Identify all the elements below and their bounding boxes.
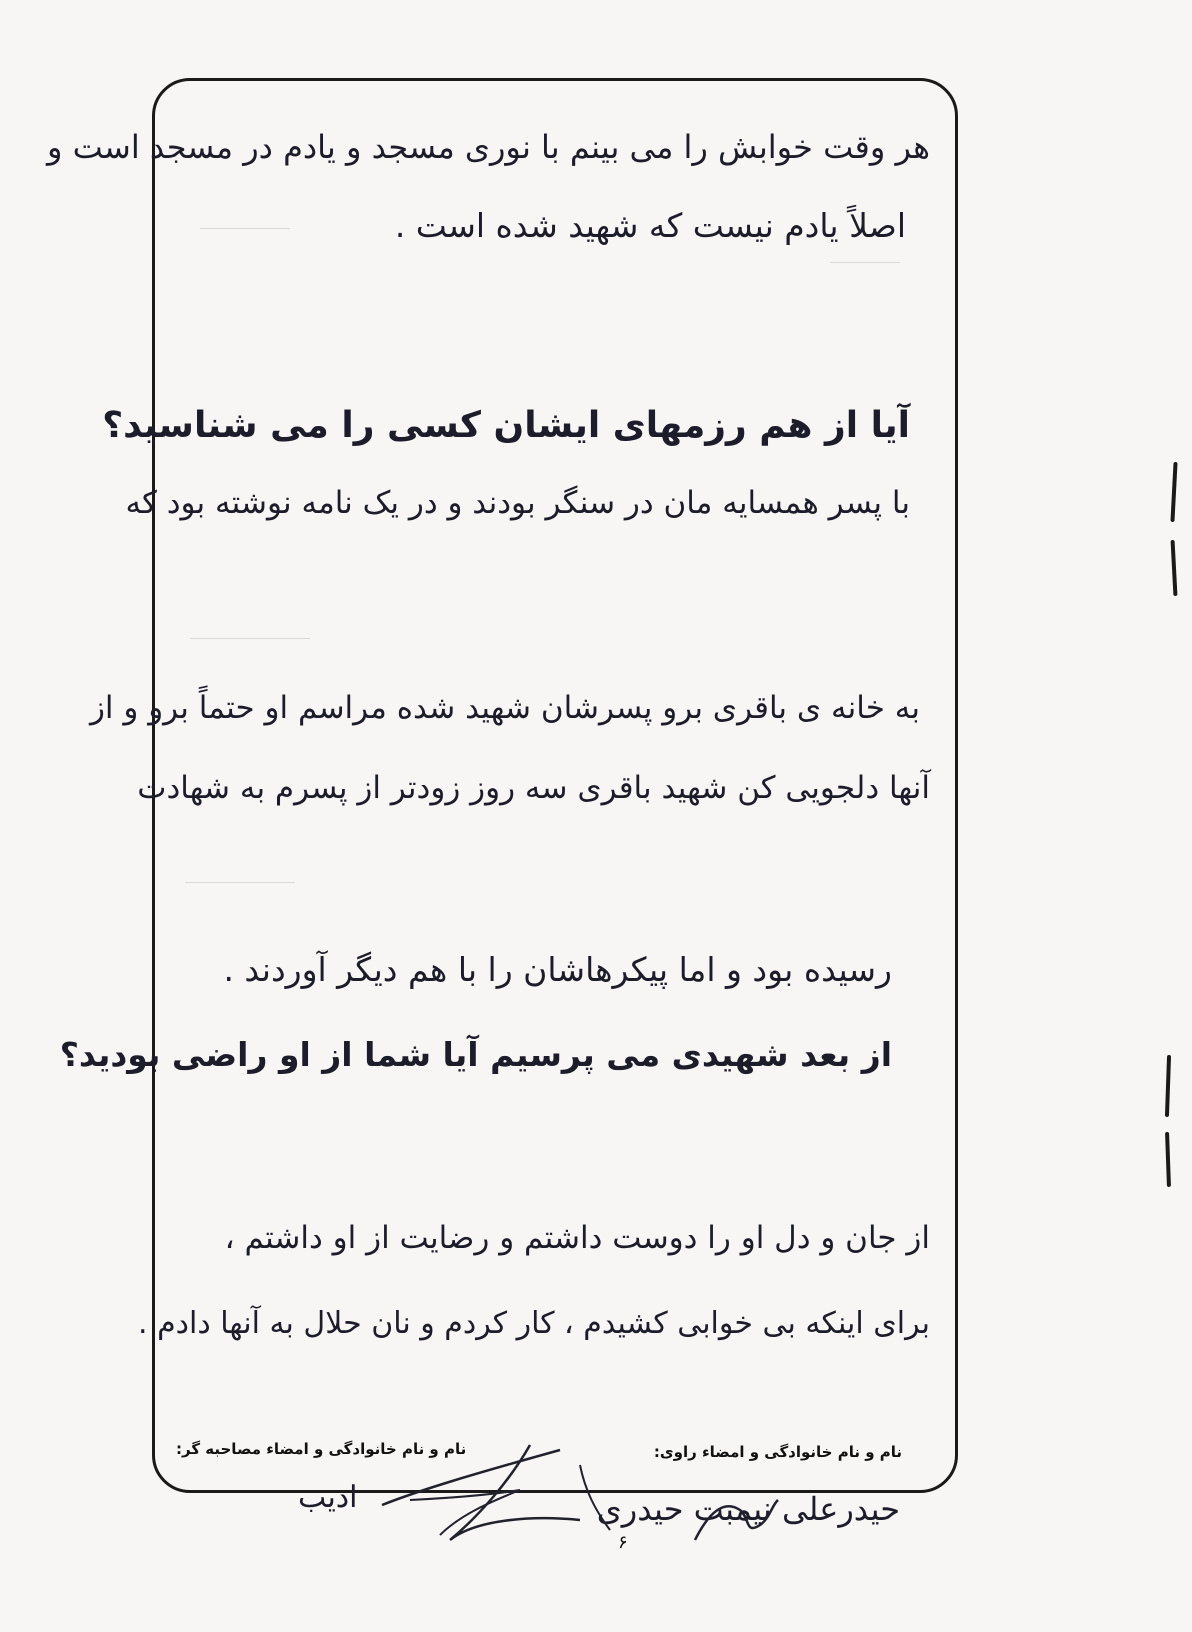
pencil-guide: [830, 262, 900, 263]
question-1: آیا از هم رزمهای ایشان کسی را می شناسید؟: [102, 405, 910, 446]
pencil-guide: [190, 638, 310, 639]
question-2: از بعد شهیدی می پرسیم آیا شما از او راضی بودید؟: [59, 1035, 892, 1074]
narrator-signature: [690, 1480, 780, 1550]
text-line-3: با پسر همسایه مان در سنگر بودند و در یک نامه نوشته بود که: [125, 485, 910, 521]
interviewer-name: ادیب: [298, 1480, 358, 1515]
margin-mark: [1171, 540, 1178, 596]
text-line-6: رسیده بود و اما پیکرهاشان را با هم دیگر آوردند .: [223, 950, 892, 989]
margin-mark: [1165, 1055, 1171, 1117]
text-line-5: آنها دلجویی کن شهید باقری سه روز زودتر از پسرم به شهادت: [137, 770, 930, 806]
page-number: ۶: [618, 1532, 628, 1553]
text-line-4: به خانه ی باقری برو پسرشان شهید شده مراسم او حتماً برو و از: [89, 690, 920, 726]
text-line-8: برای اینکه بی خوابی کشیدم ، کار کردم و نان حلال به آنها دادم .: [138, 1306, 930, 1341]
pencil-guide: [185, 882, 295, 883]
interviewer-signature: [380, 1420, 620, 1560]
interviewer-label: نام و نام خانوادگی و امضاء مصاحبه گر:: [176, 1440, 467, 1458]
margin-mark: [1170, 462, 1177, 522]
text-line-2: اصلاً یادم نیست که شهید شده است .: [394, 206, 906, 245]
text-line-1: هر وقت خوابش را می بینم با نوری مسجد و یادم در مسجد است و: [46, 128, 930, 166]
text-line-7: از جان و دل او را دوست داشتم و رضایت از او داشتم ،: [224, 1220, 930, 1256]
narrator-name: حیدرعلی نیمبت حیدری: [596, 1490, 900, 1528]
narrator-label: نام و نام خانوادگی و امضاء راوی:: [653, 1443, 902, 1461]
margin-mark: [1165, 1132, 1171, 1187]
pencil-guide: [200, 228, 290, 229]
